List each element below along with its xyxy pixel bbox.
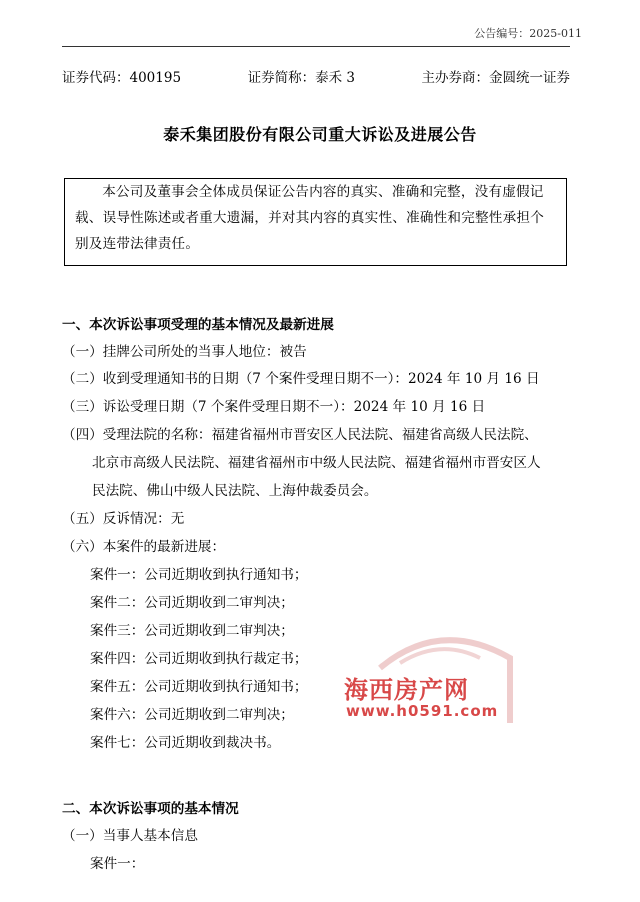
case-progress-item: 案件四：公司近期收到执行裁定书； (90, 651, 308, 667)
board-statement: 本公司及董事会全体成员保证公告内容的真实、准确和完整，没有虚假记载、误导性陈述或者重大遗漏，并对其内容的真实性、准确性和完整性承担个别及连带法律责任。 (75, 184, 544, 252)
progress-title: （六）本案件的最新进展： (62, 539, 226, 555)
board-statement-box (64, 178, 567, 266)
security-code: 证券代码：400195 (62, 70, 182, 86)
case-progress-item: 案件五：公司近期收到执行通知书； (90, 679, 308, 695)
document-title: 泰禾集团股份有限公司重大诉讼及进展公告 (163, 125, 477, 144)
section1-heading: 一、本次诉讼事项受理的基本情况及最新进展 (62, 317, 334, 333)
header-rule (62, 46, 570, 47)
lead-broker: 主办券商：金圆统一证券 (421, 70, 570, 86)
court-names-line2: 北京市高级人民法院、福建省福州市中级人民法院、福建省福州市晋安区人 (92, 455, 541, 471)
counterclaim-status: （五）反诉情况：无 (62, 511, 185, 527)
section2-heading: 二、本次诉讼事项的基本情况 (62, 801, 239, 817)
case-progress-item: 案件一：公司近期收到执行通知书； (90, 567, 308, 583)
security-info-line (62, 66, 570, 86)
acceptance-date: （三）诉讼受理日期（7 个案件受理日期不一）：2024 年 10 月 16 日 (62, 399, 486, 415)
court-names-line1: （四）受理法院的名称：福建省福州市晋安区人民法院、福建省高级人民法院、 (62, 427, 538, 443)
watermark-name: 海西房产网 (344, 676, 469, 704)
case-progress-item: 案件三：公司近期收到二审判决； (90, 623, 294, 639)
case-progress-item: 案件七：公司近期收到裁决书。 (90, 735, 281, 751)
party-info-subheading: （一）当事人基本信息 (62, 828, 198, 844)
notice-date: （二）收到受理通知书的日期（7 个案件受理日期不一）：2024 年 10 月 16 日 (62, 371, 540, 387)
court-names-line3: 民法院、佛山中级人民法院、上海仲裁委员会。 (92, 483, 378, 499)
case-progress-item: 案件二：公司近期收到二审判决； (90, 595, 294, 611)
case1-label: 案件一： (90, 856, 145, 872)
party-status: （一）挂牌公司所处的当事人地位：被告 (62, 344, 307, 360)
notice-number: 公告编号：2025-011 (474, 27, 582, 40)
watermark-url: www.h0591.com (346, 702, 499, 720)
case-progress-item: 案件六：公司近期收到二审判决； (90, 707, 294, 723)
security-abbreviation: 证券简称：泰禾 3 (247, 70, 355, 86)
